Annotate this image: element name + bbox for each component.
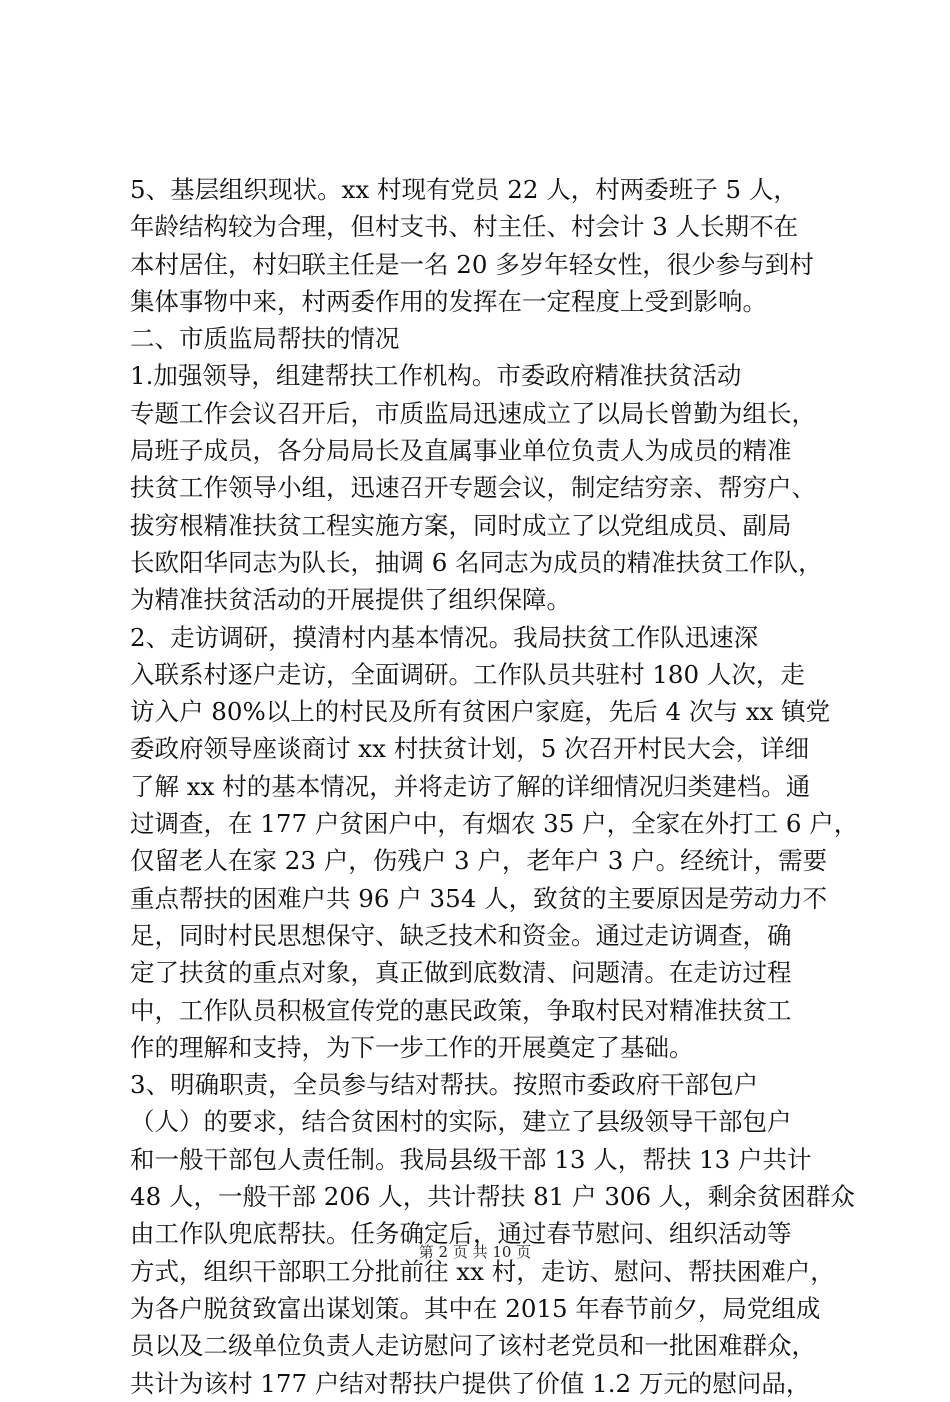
text-line: 方式，组织干部职工分批前往 xx 村，走访、慰问、帮扶困难户， <box>130 1256 835 1286</box>
text-line: 1.加强领导，组建帮扶工作机构。市委政府精准扶贫活动 <box>130 361 742 391</box>
text-line: 过调查，在 177 户贫困户中，有烟农 35 户，全家在外打工 6 户， <box>130 809 859 839</box>
text-line: 2、走访调研，摸清村内基本情况。我局扶贫工作队迅速深 <box>130 622 759 652</box>
text-line: 重点帮扶的困难户共 96 户 354 人，致贫的主要原因是劳动力不 <box>130 883 828 913</box>
text-line: 访入户 80%以上的村民及所有贫困户家庭，先后 4 次与 xx 镇党 <box>130 697 831 727</box>
body-text <box>130 171 859 1402</box>
text-line: 了解 xx 村的基本情况，并将走访了解的详细情况归类建档。通 <box>130 771 811 801</box>
text-line: 中，工作队员积极宣传党的惠民政策，争取村民对精准扶贫工 <box>130 995 792 1025</box>
text-line: 委政府领导座谈商讨 xx 村扶贫计划，5 次召开村民大会，详细 <box>130 734 810 764</box>
text-line: 为精准扶贫活动的开展提供了组织保障。 <box>130 585 571 615</box>
text-line: 长欧阳华同志为队长，抽调 6 名同志为成员的精准扶贫工作队， <box>130 547 823 577</box>
text-line: 定了扶贫的重点对象，真正做到底数清、问题清。在走访过程 <box>130 958 792 988</box>
text-line: 集体事物中来，村两委作用的发挥在一定程度上受到影响。 <box>130 286 767 316</box>
text-line: 共计为该村 177 户结对帮扶户提供了价值 1.2 万元的慰问品， <box>130 1368 811 1398</box>
text-line: 5、基层组织现状。xx 村现有党员 22 人，村两委班子 5 人， <box>130 175 798 204</box>
text-line: 足，同时村民思想保守、缺乏技术和资金。通过走访调查，确 <box>130 920 792 950</box>
text-line: 为各户脱贫致富出谋划策。其中在 2015 年春节前夕，局党组成 <box>130 1293 821 1323</box>
text-line: 48 人，一般干部 206 人，共计帮扶 81 户 306 人，剩余贫困群众 <box>130 1182 855 1212</box>
text-line: 和一般干部包人责任制。我局县级干部 13 人，帮扶 13 户共计 <box>130 1144 812 1174</box>
text-line: 作的理解和支持，为下一步工作的开展奠定了基础。 <box>130 1032 694 1062</box>
text-line: 入联系村逐户走访，全面调研。工作队员共驻村 180 人次，走 <box>130 659 805 689</box>
text-line: 本村居住，村妇联主任是一名 20 多岁年轻女性，很少参与到村 <box>130 249 814 279</box>
page-footer <box>0 1242 950 1262</box>
page-number: 第 2 页 共 10 页 <box>418 1243 532 1261</box>
text-line: 由工作队兜底帮扶。任务确定后，通过春节慰问、组织活动等 <box>130 1219 792 1249</box>
text-line: 局班子成员，各分局局长及直属事业单位负责人为成员的精准 <box>130 436 792 466</box>
text-line: 仅留老人在家 23 户，伤残户 3 户，老年户 3 户。经统计，需要 <box>130 846 828 876</box>
text-line: 年龄结构较为合理，但村支书、村主任、村会计 3 人长期不在 <box>130 212 799 242</box>
text-line: 专题工作会议召开后，市质监局迅速成立了以局长曾勤为组长， <box>130 398 816 428</box>
text-line: 3、明确职责，全员参与结对帮扶。按照市委政府干部包户 <box>130 1070 759 1100</box>
text-line: 拔穷根精准扶贫工程实施方案，同时成立了以党组成员、副局 <box>130 510 792 540</box>
text-line: 扶贫工作领导小组，迅速召开专题会议，制定结穷亲、帮穷户、 <box>130 473 816 503</box>
text-line: （人）的要求，结合贫困村的实际，建立了县级领导干部包户 <box>130 1107 792 1137</box>
text-line: 员以及二级单位负责人走访慰问了该村老党员和一批困难群众， <box>130 1331 816 1361</box>
section-heading: 二、市质监局帮扶的情况 <box>130 324 400 354</box>
